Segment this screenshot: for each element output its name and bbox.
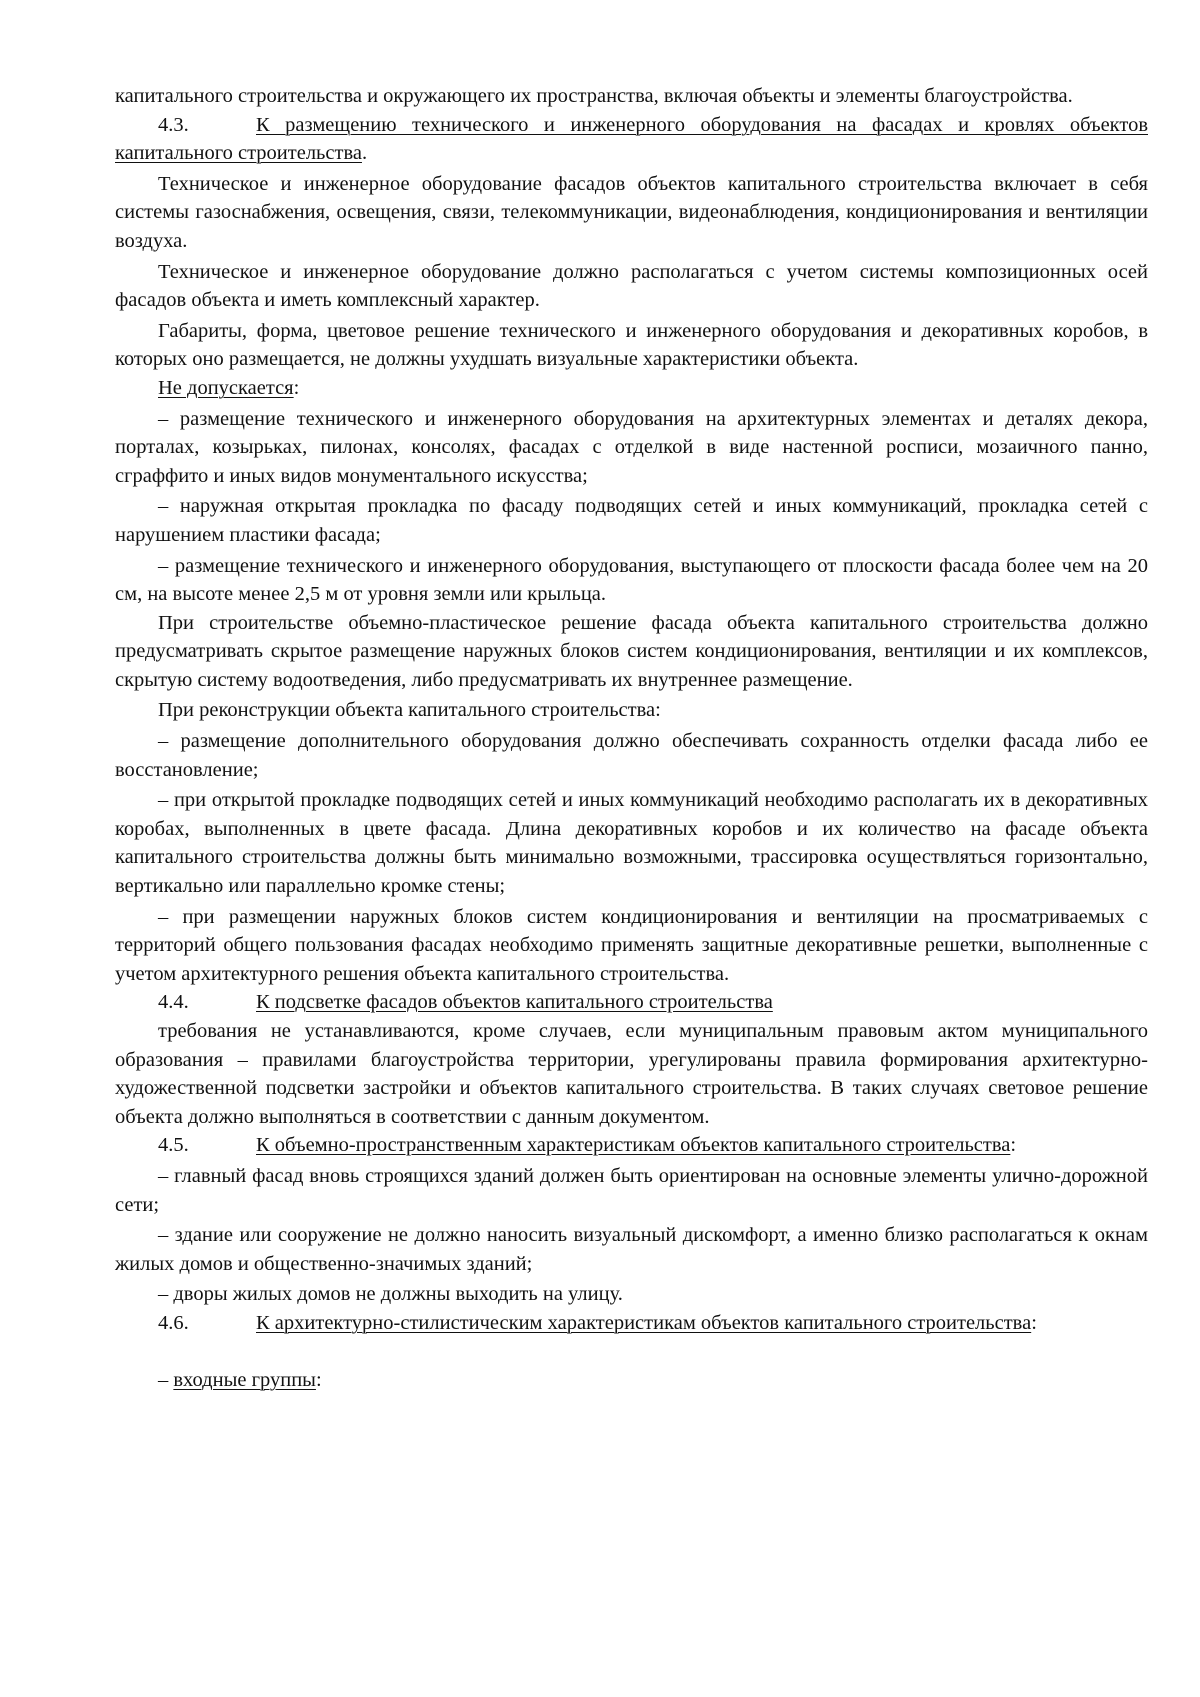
section-heading-4-5: 4.5. К объемно-пространственным характеристикам объектов капитального строительства: xyxy=(115,1131,1148,1160)
blank-line xyxy=(115,1338,1148,1366)
list-item: – здание или сооружение не должно наносить визуальный дискомфорт, а именно близко располагаться к окнам жилых домов и общественно-значимых зданий; xyxy=(115,1224,1148,1275)
section-heading-4-6: 4.6. К архитектурно-стилистическим характеристикам объектов капитального строительства: xyxy=(115,1309,1148,1338)
not-allowed-label: Не допускается xyxy=(158,376,294,399)
paragraph-not-allowed: Не допускается: xyxy=(158,376,300,399)
section-number: 4.6. xyxy=(158,1311,189,1334)
section-heading-4-4 xyxy=(115,988,1148,1017)
paragraph-equipment-definition: Техническое и инженерное оборудование фасадов объектов капитального строительства включает в себя системы газоснабжения, освещения, связи, телекоммуникации, видеонаблюдения, кондиционирования и вентиляции воздуха. xyxy=(115,172,1148,252)
paragraph-composition-axes: Техническое и инженерное оборудование должно располагаться с учетом системы композиционных осей фасадов объекта и иметь комплексный характер. xyxy=(115,260,1148,312)
section-heading-4-3: 4.3. К размещению технического и инженерного оборудования на фасадах и кровлях объектов капитального строительства. xyxy=(115,111,1148,168)
paragraph-reconstruction: При реконструкции объекта капитального строительства: xyxy=(158,699,661,722)
list-item: – при открытой прокладке подводящих сетей и иных коммуникаций необходимо располагать их в декоративных коробах, выполненных в цвете фасада. Длина декоративных коробов и их количество на фасаде объекта капитального строительства должны быть минимально возможными, трассировка осуществляться горизонтально, вертикально или параллельно кромке стены; xyxy=(115,789,1148,898)
section-title: К архитектурно-стилистическим характеристикам объектов капитального строительства xyxy=(256,1311,1032,1334)
entrance-groups-label: входные группы xyxy=(173,1368,316,1391)
list-item: – размещение технического и инженерного оборудования, выступающего от плоскости фасада более чем на 20 см, на высоте менее 2,5 м от уровня земли или крыльца. xyxy=(115,554,1148,606)
list-item: – размещение дополнительного оборудования должно обеспечивать сохранность отделки фасада либо ее восстановление; xyxy=(115,730,1148,781)
list-item-entrance-groups: – входные группы: xyxy=(158,1368,322,1391)
paragraph-dimensions: Габариты, форма, цветовое решение технического и инженерного оборудования и декоративных коробов, в которых оно размещается, не должны ухудшать визуальные характеристики объекта. xyxy=(115,319,1148,371)
paragraph-construction: При строительстве объемно-пластическое решение фасада объекта капитального строительства должно предусматривать скрытое размещение наружных блоков систем кондиционирования, вентиляции и их комплексов, скрытую систему водоотведения, либо предусматривать их внутреннее размещение. xyxy=(115,611,1148,691)
section-number: 4.3. xyxy=(158,113,189,136)
section-title: К объемно-пространственным характеристикам объектов капитального строительства xyxy=(256,1134,1011,1157)
list-item: – главный фасад вновь строящихся зданий должен быть ориентирован на основные элементы улично-дорожной сети; xyxy=(115,1164,1148,1216)
list-item: – дворы жилых домов не должны выходить на улицу. xyxy=(158,1283,623,1306)
section-title: К подсветке фасадов объектов капитального строительства xyxy=(256,991,773,1014)
section-title: К размещению технического и инженерного оборудования на фасадах и кровлях объектов капитального строительства xyxy=(115,113,1148,165)
section-number: 4.4. xyxy=(158,991,189,1014)
paragraph-continuation: капитального строительства и окружающего их пространства, включая объекты и элементы благоустройства. xyxy=(115,85,1073,107)
paragraph-lighting: требования не устанавливаются, кроме случаев, если муниципальным правовым актом муниципального образования – правилами благоустройства территории, урегулированы правила формирования архитектурно-художественной подсветки застройки и объектов капитального строительства. В таких случаях световое решение объекта должно выполняться в соответствии с данным документом. xyxy=(115,1020,1148,1128)
list-item: – наружная открытая прокладка по фасаду подводящих сетей и иных коммуникаций, прокладка сетей с нарушением пластики фасада; xyxy=(115,495,1148,546)
section-number: 4.5. xyxy=(158,1134,189,1157)
list-item: – размещение технического и инженерного оборудования на архитектурных элементах и деталях декора, порталах, козырьках, пилонах, консолях, фасадах с отделкой в виде настенной росписи, мозаичного панно, сграффито и иных видов монументального искусства; xyxy=(115,407,1148,487)
list-item: – при размещении наружных блоков систем кондиционирования и вентиляции на просматриваемых с территорий общего пользования фасадах необходимо применять защитные декоративные решетки, выполненные с учетом архитектурного решения объекта капитального строительства. xyxy=(115,905,1148,985)
